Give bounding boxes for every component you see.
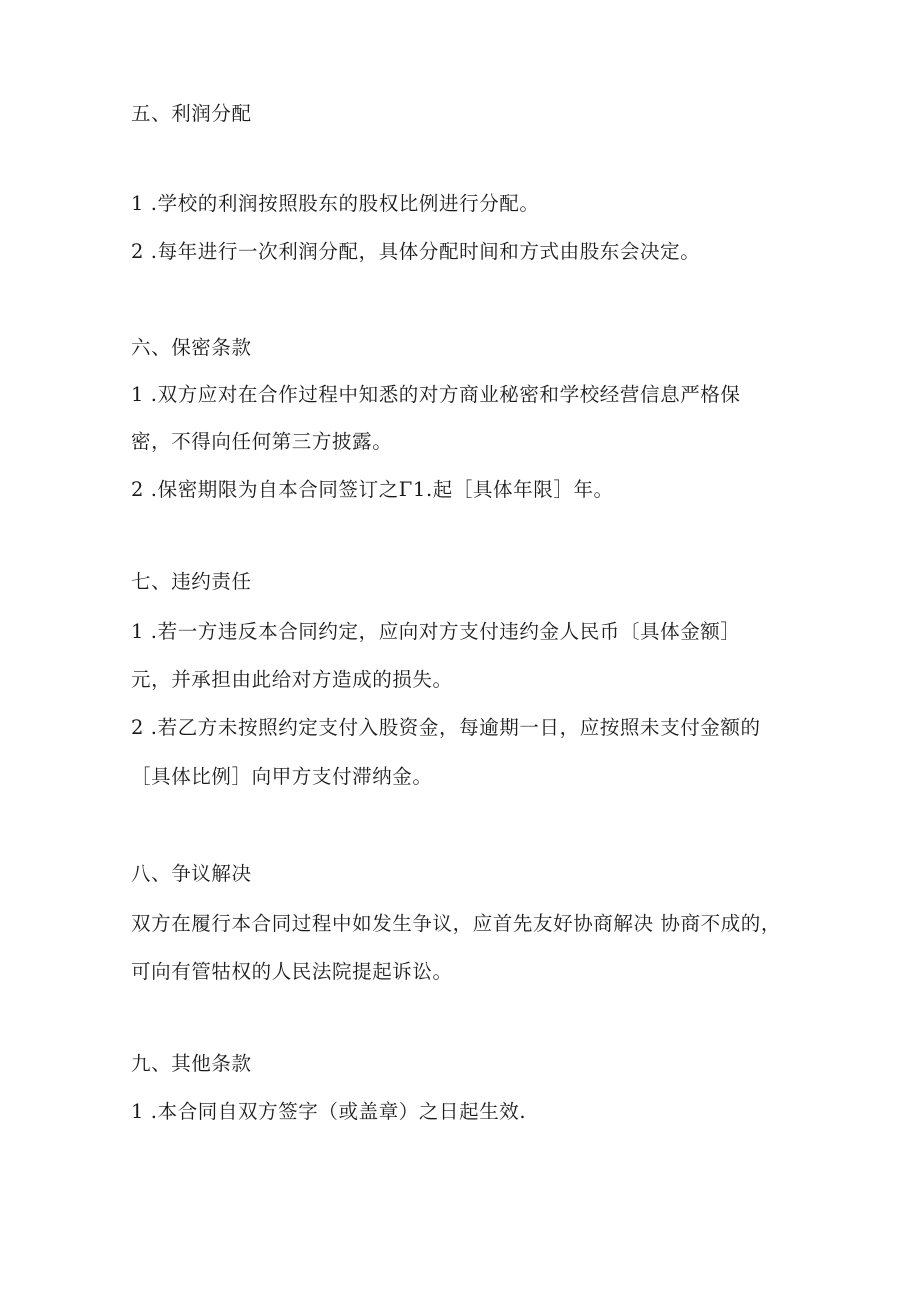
- clause-line: ［具体比例］向甲方支付滞纳金。: [131, 765, 433, 788]
- clause-line: 1 .学校的利润按照股东的股权比例进行分配。: [131, 192, 540, 215]
- section-heading-profit-distribution: 五、利润分配: [131, 102, 252, 125]
- clause-line: 2 .若乙方未按照约定支付入股资金，每逾期一日，应按照未支付金额的: [131, 716, 761, 739]
- clause-line: 1 .若一方违反本合同约定，应向对方支付违约金人民币〔具体金额］: [131, 620, 741, 643]
- clause-line: 2 .每年进行一次利润分配，具体分配时间和方式由股东会决定。: [131, 240, 701, 263]
- section-heading-other-terms: 九、其他条款: [131, 1052, 252, 1075]
- section-heading-liability: 七、违约责任: [131, 570, 252, 593]
- clause-line: 1 .本合同自双方签字（或盖章）之日起生效.: [131, 1100, 527, 1123]
- clause-line: 可向有管牯权的人民法院提起诉讼。: [131, 960, 453, 983]
- clause-line: 1 .双方应对在合作过程中知悉的对方商业秘密和学校经营信息严格保: [131, 383, 741, 406]
- clause-line: 密，不得向任何第三方披露。: [131, 430, 393, 453]
- section-heading-dispute-resolution: 八、争议解决: [131, 862, 252, 885]
- clause-line: 元，并承担由此给对方造成的损失。: [131, 668, 453, 691]
- clause-line: 2 .保密期限为自本合同签订之Γ1.起［具体年限］年。: [131, 478, 614, 501]
- section-heading-confidentiality: 六、保密条款: [131, 336, 252, 359]
- clause-line: 双方在履行本合同过程中如发生争议，应首先友好协商解决 协商不成的，: [131, 912, 781, 935]
